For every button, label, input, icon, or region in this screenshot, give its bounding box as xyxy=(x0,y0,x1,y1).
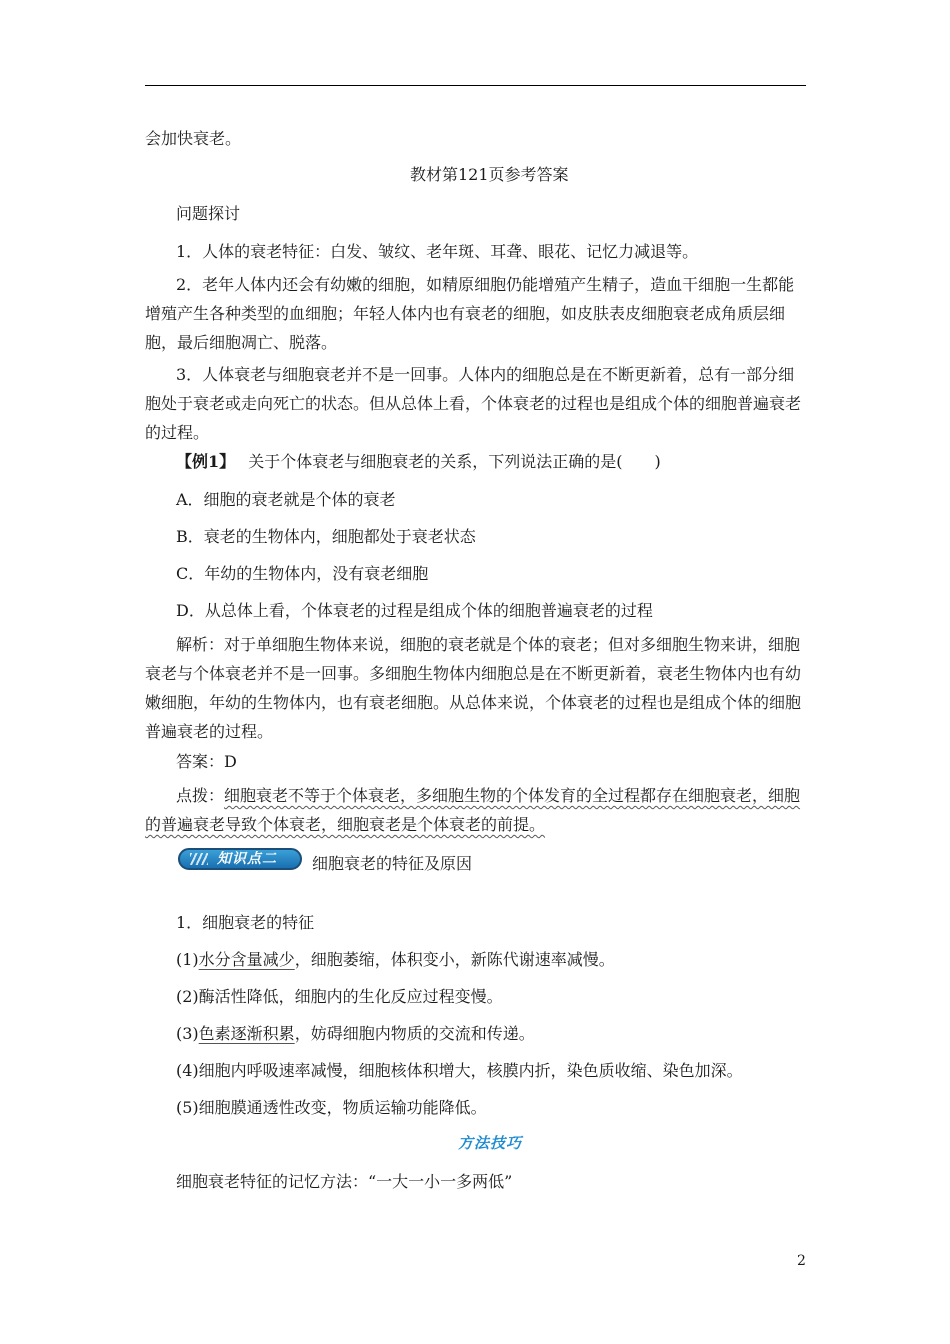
feature-3 xyxy=(176,1023,535,1045)
method-text: 细胞衰老特征的记忆方法：“一大一小一多两低” xyxy=(176,1172,513,1191)
method-heading: 方法技巧 xyxy=(458,1134,523,1152)
feature-3-underlined: 色素逐渐积累 xyxy=(198,1024,295,1043)
option-b: B．衰老的生物体内，细胞都处于衰老状态 xyxy=(176,527,476,546)
question-2: 2．老年人体内还会有幼嫩的细胞，如精原细胞仍能增殖产生精子，造血干细胞一生都能增殖产生各种类型的血细胞；年轻人体内也有衰老的细胞，如皮肤表皮细胞衰老成角质层细胞，最后细胞凋亡、脱落。 xyxy=(145,275,795,352)
badge-stripe-icon xyxy=(190,853,208,865)
option-c: C．年幼的生物体内，没有衰老细胞 xyxy=(176,564,429,583)
continuation-line: 会加快衰老。 xyxy=(145,129,242,148)
tip-label: 点拨： xyxy=(176,786,225,805)
question-3: 3．人体衰老与细胞衰老并不是一回事。人体内的细胞总是在不断更新着，总有一部分细胞处于衰老或走向死亡的状态。但从总体上看，个体衰老的过程也是组成个体的细胞普遍衰老的过程。 xyxy=(145,365,802,442)
feature-2-num: (2) xyxy=(176,987,199,1006)
feature-4 xyxy=(176,1060,743,1082)
feature-1 xyxy=(176,949,615,971)
feature-2 xyxy=(176,986,503,1008)
option-d: D．从总体上看，个体衰老的过程是组成个体的细胞普遍衰老的过程 xyxy=(176,601,653,620)
badge-label: 知识点二 xyxy=(217,851,277,867)
tip-text: 细胞衰老不等于个体衰老，多细胞生物的个体发育的全过程都存在细胞衰老，细胞的普遍衰老导致个体衰老，细胞衰老是个体衰老的前提。 xyxy=(145,786,801,834)
features-heading: 1．细胞衰老的特征 xyxy=(176,913,315,932)
answers-title: 教材第121页参考答案 xyxy=(410,165,569,184)
feature-2-rest: 酶活性降低，细胞内的生化反应过程变慢。 xyxy=(198,987,503,1006)
example-question-text: 关于个体衰老与细胞衰老的关系，下列说法正确的是( ) xyxy=(248,452,661,471)
example-tag: 【例1】 xyxy=(176,452,236,471)
feature-3-rest: ，妨碍细胞内物质的交流和传递。 xyxy=(294,1024,535,1043)
tip-paragraph xyxy=(145,781,808,839)
analysis-paragraph: 解析：对于单细胞生物体来说，细胞的衰老就是个体的衰老；但对多细胞生物来讲，细胞衰老与个体衰老并不是一回事。多细胞生物体内细胞总是在不断更新着，衰老生物体内也有幼嫩细胞，年幼的生物体内，也有衰老细胞。从总体来说，个体衰老的过程也是组成个体的细胞普遍衰老的过程。 xyxy=(145,635,802,741)
feature-1-underlined: 水分含量减少 xyxy=(198,950,295,969)
feature-5-num: (5) xyxy=(176,1098,199,1117)
example-question xyxy=(176,451,661,473)
feature-1-rest: ，细胞萎缩，体积变小，新陈代谢速率减慢。 xyxy=(294,950,615,969)
page-number: 2 xyxy=(797,1253,806,1269)
section-label: 问题探讨 xyxy=(176,204,241,223)
header-rule xyxy=(145,85,806,86)
question-1: 1．人体的衰老特征：白发、皱纹、老年斑、耳聋、眼花、记忆力减退等。 xyxy=(176,242,699,261)
feature-3-num: (3) xyxy=(176,1024,199,1043)
feature-5-rest: 细胞膜通透性改变，物质运输功能降低。 xyxy=(198,1098,487,1117)
feature-1-num: (1) xyxy=(176,950,199,969)
feature-4-rest: 细胞内呼吸速率减慢，细胞核体积增大，核膜内折，染色质收缩、染色加深。 xyxy=(198,1061,743,1080)
knowledge-badge xyxy=(178,848,302,870)
knowledge-title: 细胞衰老的特征及原因 xyxy=(312,854,473,873)
option-a: A．细胞的衰老就是个体的衰老 xyxy=(176,490,396,509)
feature-4-num: (4) xyxy=(176,1061,199,1080)
feature-5 xyxy=(176,1097,487,1119)
answer-line: 答案：D xyxy=(176,752,237,771)
